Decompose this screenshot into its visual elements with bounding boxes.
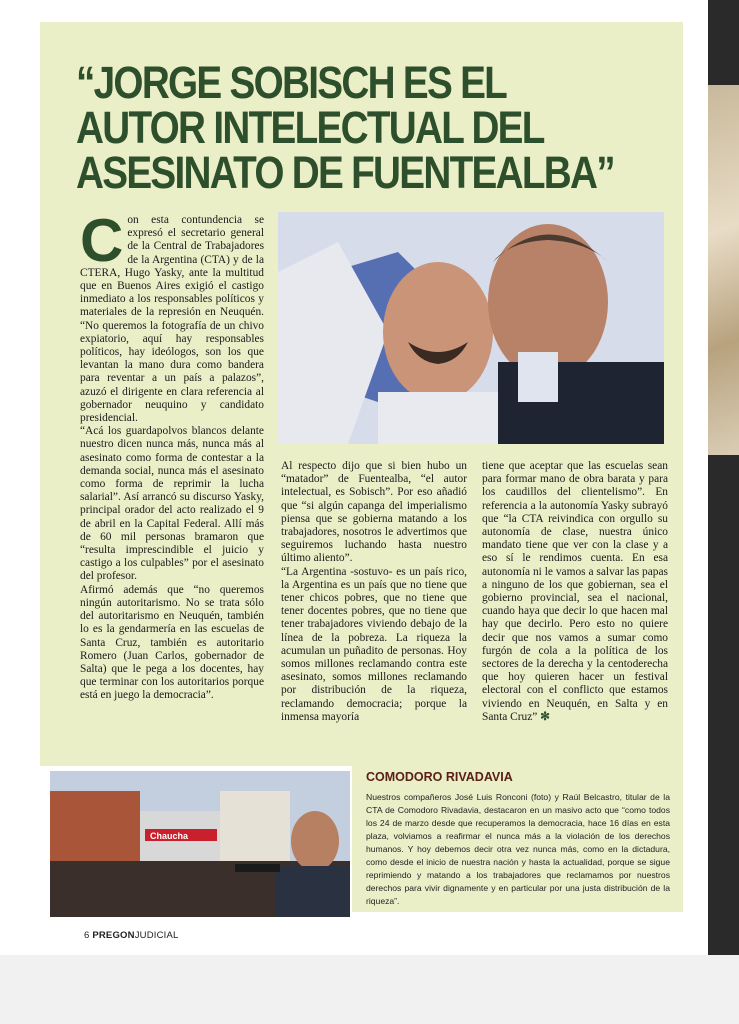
scan-bottom-margin: [0, 955, 739, 1024]
article-column-3: [482, 460, 668, 724]
headline-line-3: ASESINATO DE FUENTEALBA”: [76, 147, 614, 198]
page-number: 6: [84, 930, 90, 941]
paragraph: [482, 460, 668, 724]
article-column-2: [281, 460, 467, 724]
paragraph: Al respecto dijo que si bien hubo un “matador” de Fuentealba, “el autor intelectual, es Sobisch”. Por eso añadió que “si algún capanga del imperialismo piensa que se gobierna matando a los trabajadores, nosotros le advertimos que seguiremos luchando hasta nuestro último aliento”.: [281, 460, 467, 565]
photo-illustration: [50, 771, 350, 917]
sidebar-title: COMODORO RIVADAVIA: [366, 770, 513, 784]
store-sign: Chaucha: [150, 831, 189, 841]
headline-line-2: AUTOR INTELECTUAL DEL: [76, 102, 544, 153]
headline-line-1: “JORGE SOBISCH ES EL: [76, 57, 507, 108]
sidebar-text: Nuestros compañeros José Luis Ronconi (foto) y Raúl Belcastro, titular de la CTA de Comodoro Rivadavia, destacaron en un masivo acto que “como todos los 24 de marzo desde que recuperamos la democracia, hace 16 días en esta plaza, volviamos a reafirmar el nunca más a la violación de los derechos humanos. Y hoy debemos decir otra vez nunca más, como en la dictadura, como desde el inicio de nuestra nación y hasta la actualidad, porque se sigue reprimiendo y matando a los trabajadores que reclamamos por nuestros derechos para vivir dignamente y en particular por una justa distribución de la riqueza”.: [366, 792, 670, 906]
publication-name-bold: PREGON: [92, 930, 135, 941]
photo-illustration: [278, 212, 664, 444]
article-headline: [76, 57, 614, 198]
photo-yasky-rally: [278, 212, 664, 444]
paragraph: on esta contundencia se expresó el secretario general de la Central de Trabajadores de la Argentina (CTA) y de la CTERA, Hugo Yasky, ante la multitud que en Buenos Aires exigió el castigo inmediato a los responsables políticos y materiales de la represión en Neuquén. “No queremos la fotografía de un chivo expiatorio, aquí hay responsables políticos, hay ideólogos, son los que levantan la mano dura como bandera para reventar a un país a palazos”, azuzó el dirigente en clara referencia al gobernador neuquino y candidato presidencial.: [80, 214, 264, 425]
page-footer: [84, 930, 179, 941]
drop-cap: C: [80, 207, 124, 274]
paragraph: “Acá los guardapolvos blancos delante nuestro dicen nunca más, nunca más al asesinato como forma de contestar a la demanda social, nunca más el asesinato como forma de reprimir la lucha salarial”. Así arrancó su discurso Yasky, principal orador del acto realizado el 9 de abril en la Capital Federal. Allí más de 60 mil personas bramaron que “resulta imprescindible el juicio y castigo a los culpables” por el asesinato del profesor.: [80, 425, 264, 583]
article-column-1: [80, 207, 264, 703]
paragraph: “La Argentina -sostuvo- es un país rico, la Argentina es un país que no tiene que tener chicos pobres, que no tiene que tener docentes pobres, que no tiene que tener trabajadores viviendo debajo de la línea de la pobreza. La riqueza la acumulan un puñadito de personas. Hoy somos millones reclamando contra este asesinato, somos millones reclamando por distribución de la riqueza, reclamando democracia; porque la inmensa mayoría: [281, 565, 467, 723]
publication-name-light: JUDICIAL: [134, 930, 179, 941]
end-mark: ✻: [540, 710, 550, 723]
paragraph: Afirmó además que “no queremos ningún autoritarismo. No se trata sólo del autoritarismo en Neuquén, también lo es la gendarmería en las escuelas de Santa Cruz, también es autoritario Romero (Juan Carlos, gobernador de Salta) que le pega a los docentes, hay que terminar con los autoritarios porque está en juego la democracia”.: [80, 583, 264, 702]
paragraph-text: tiene que aceptar que las escuelas sean para formar mano de obra barata y para los caudillos del clientelismo”. En referencia a la autonomía Yasky subrayó que “la CTA reivindica con orgullo su autonomía de clase, nuestra único mandato tiene que ver con la clase y a eso sí le rendimos cuenta. En esa autonomía ni le vamos a salvar las papas a ninguno de los que gobiernan, sea el gobierno provincial, sea el nacional, cuando haya que decir lo que hacen mal hay que decirlo. Pero esto no quiere decir que nos vamos a sumar como furgón de cola a la política de los sectores de la derecha y la centoderecha que hoy quieren hacer un festival electoral con el conflicto que estamos viviendo en Neuquén, en Salta y en Santa Cruz”: [482, 460, 668, 723]
photo-comodoro-rally: [50, 771, 350, 917]
